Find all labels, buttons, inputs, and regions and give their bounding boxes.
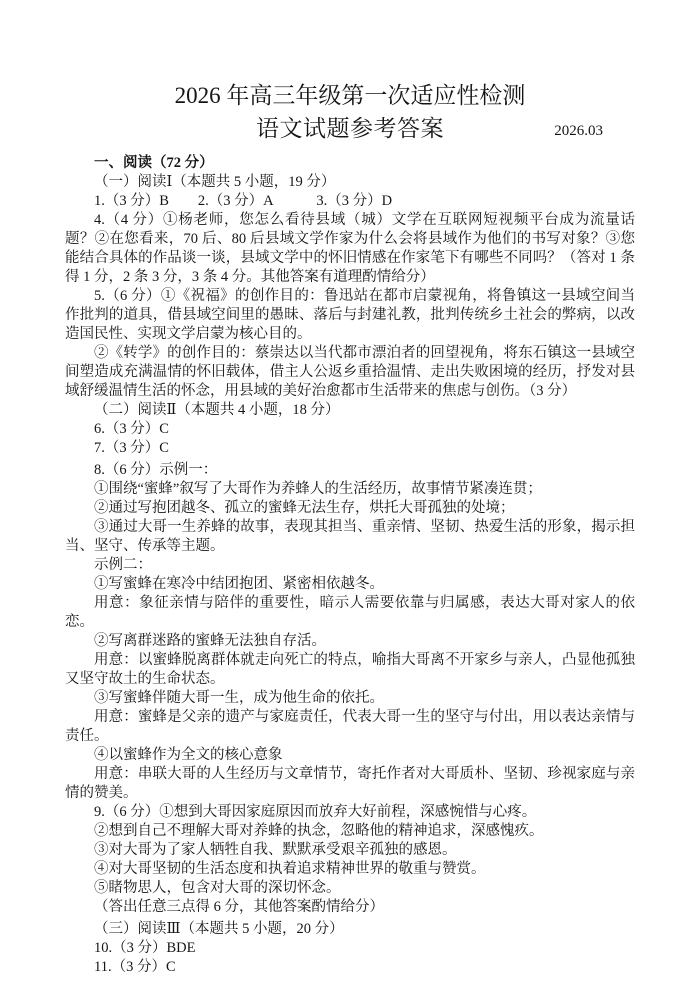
- section-1-heading: 一、阅读（72 分）: [94, 155, 214, 171]
- answer-8-example-1-point-1: ①围绕“蜜蜂”叙写了大哥作为养蜂人的生活经历，故事情节紧凑连贯；: [94, 481, 542, 497]
- reading-1-subheading: （一）阅读Ⅰ（本题共 5 小题，19 分）: [94, 174, 336, 190]
- answer-8-example-1-point-2: ②通过写抱团越冬、孤立的蜜蜂无法生存，烘托大哥孤独的处境；: [94, 500, 515, 516]
- subtitle-row: [65, 114, 635, 147]
- document-body: [65, 154, 635, 977]
- answer-11: 11.（3 分）C: [94, 959, 176, 975]
- reading-2-subheading: （二）阅读Ⅱ（本题共 4 小题，18 分）: [94, 402, 340, 418]
- answers-1-to-3: 1.（3 分）B 2.（3 分）A 3.（3 分）D: [94, 193, 393, 209]
- answer-4: 4.（4 分）①杨老师，您怎么看待县域（城）文学在互联网短视频平台成为流量话题？②在您看来，70 后、80 后县域文学作家为什么会将县域作为他们的书写对象？③您能结合具体的作品谈一谈，县域文学中的怀旧情感在作家笔下有哪些不同吗？（答对 1 条得 1 分，2 条 3 分，3 条 4 分。其他答案有道理酌情给分）: [65, 212, 635, 285]
- answer-9-scoring-note: （答出任意三点得 6 分，其他答案酌情给分）: [94, 899, 384, 915]
- answer-8-example-2-point-3: ③写蜜蜂伴随大哥一生，成为他生命的依托。: [94, 690, 384, 706]
- answer-8-example-1-point-3: ③通过大哥一生养蜂的故事，表现其担当、重亲情、坚韧、热爱生活的形象，揭示担当、坚守、传承等主题。: [65, 519, 635, 554]
- answer-8-example-2-heading: 示例二：: [94, 557, 152, 573]
- document-subtitle: 语文试题参考答案: [256, 116, 444, 141]
- document-content: [65, 80, 635, 977]
- answer-8-example-2-point-3-intent: 用意：蜜蜂是父亲的遗产与家庭责任，代表大哥一生的坚守与付出，用以表达亲情与责任。: [65, 709, 635, 744]
- answer-9-point-5: ⑤睹物思人，包含对大哥的深切怀念。: [94, 880, 341, 896]
- answer-8-example-2-point-4-intent: 用意：串联大哥的人生经历与文章情节，寄托作者对大哥质朴、坚韧、珍视家庭与亲情的赞美。: [65, 766, 635, 801]
- answer-9-point-4: ④对大哥坚韧的生活态度和执着追求精神世界的敬重与赞赏。: [94, 861, 486, 877]
- answer-8-example-2-point-2: ②写离群迷路的蜜蜂无法独自存活。: [94, 633, 326, 649]
- answer-8-example-1-heading: 8.（6 分）示例一：: [94, 462, 218, 478]
- answer-10: 10.（3 分）BDE: [94, 940, 196, 956]
- answer-6: 6.（3 分）C: [94, 421, 169, 437]
- answer-9-point-3: ③对大哥为了家人牺牲自我、默默承受艰辛孤独的感恩。: [94, 842, 457, 858]
- answer-9-point-2: ②想到自己不理解大哥对养蜂的执念，忽略他的精神追求，深感愧疚。: [94, 823, 544, 839]
- document-date: 2026.03: [554, 123, 603, 139]
- answer-8-example-2-point-1: ①写蜜蜂在寒冷中结团抱团、紧密相依越冬。: [94, 576, 384, 592]
- answer-5-part-2: ②《转学》的创作目的：蔡崇达以当代都市漂泊者的回望视角，将东石镇这一县域空间塑造成充满温情的怀旧载体，借主人公返乡重拾温情、走出失败困境的经历，抒发对县域舒缓温情生活的怀念，用县域的美好治愈都市生活带来的焦虑与创伤。（3 分）: [65, 345, 635, 399]
- answer-9-point-1: 9.（6 分）①想到大哥因家庭原因而放弃大好前程，深感惋惜与心疼。: [94, 804, 537, 820]
- answer-8-example-2-point-1-intent: 用意：象征亲情与陪伴的重要性，暗示人需要依靠与归属感，表达大哥对家人的依恋。: [65, 595, 635, 630]
- answer-8-example-2-point-4: ④以蜜蜂作为全文的核心意象: [94, 747, 283, 763]
- answer-8-example-2-point-2-intent: 用意：以蜜蜂脱离群体就走向死亡的特点，喻指大哥离不开家乡与亲人，凸显他孤独又坚守故土的生命状态。: [65, 652, 635, 687]
- answer-7: 7.（3 分）C: [94, 440, 169, 456]
- document-title: 2026 年高三年级第一次适应性检测: [174, 83, 526, 108]
- answer-5-part-1: 5.（6 分）①《祝福》的创作目的：鲁迅站在都市启蒙视角，将鲁镇这一县域空间当作批判的道具，借县域空间里的愚昧、落后与封建礼教，批判传统乡土社会的弊病，以改造国民性、实现文学启蒙为核心目的。: [65, 288, 635, 342]
- reading-3-subheading: （三）阅读Ⅲ（本题共 5 小题，20 分）: [94, 921, 344, 937]
